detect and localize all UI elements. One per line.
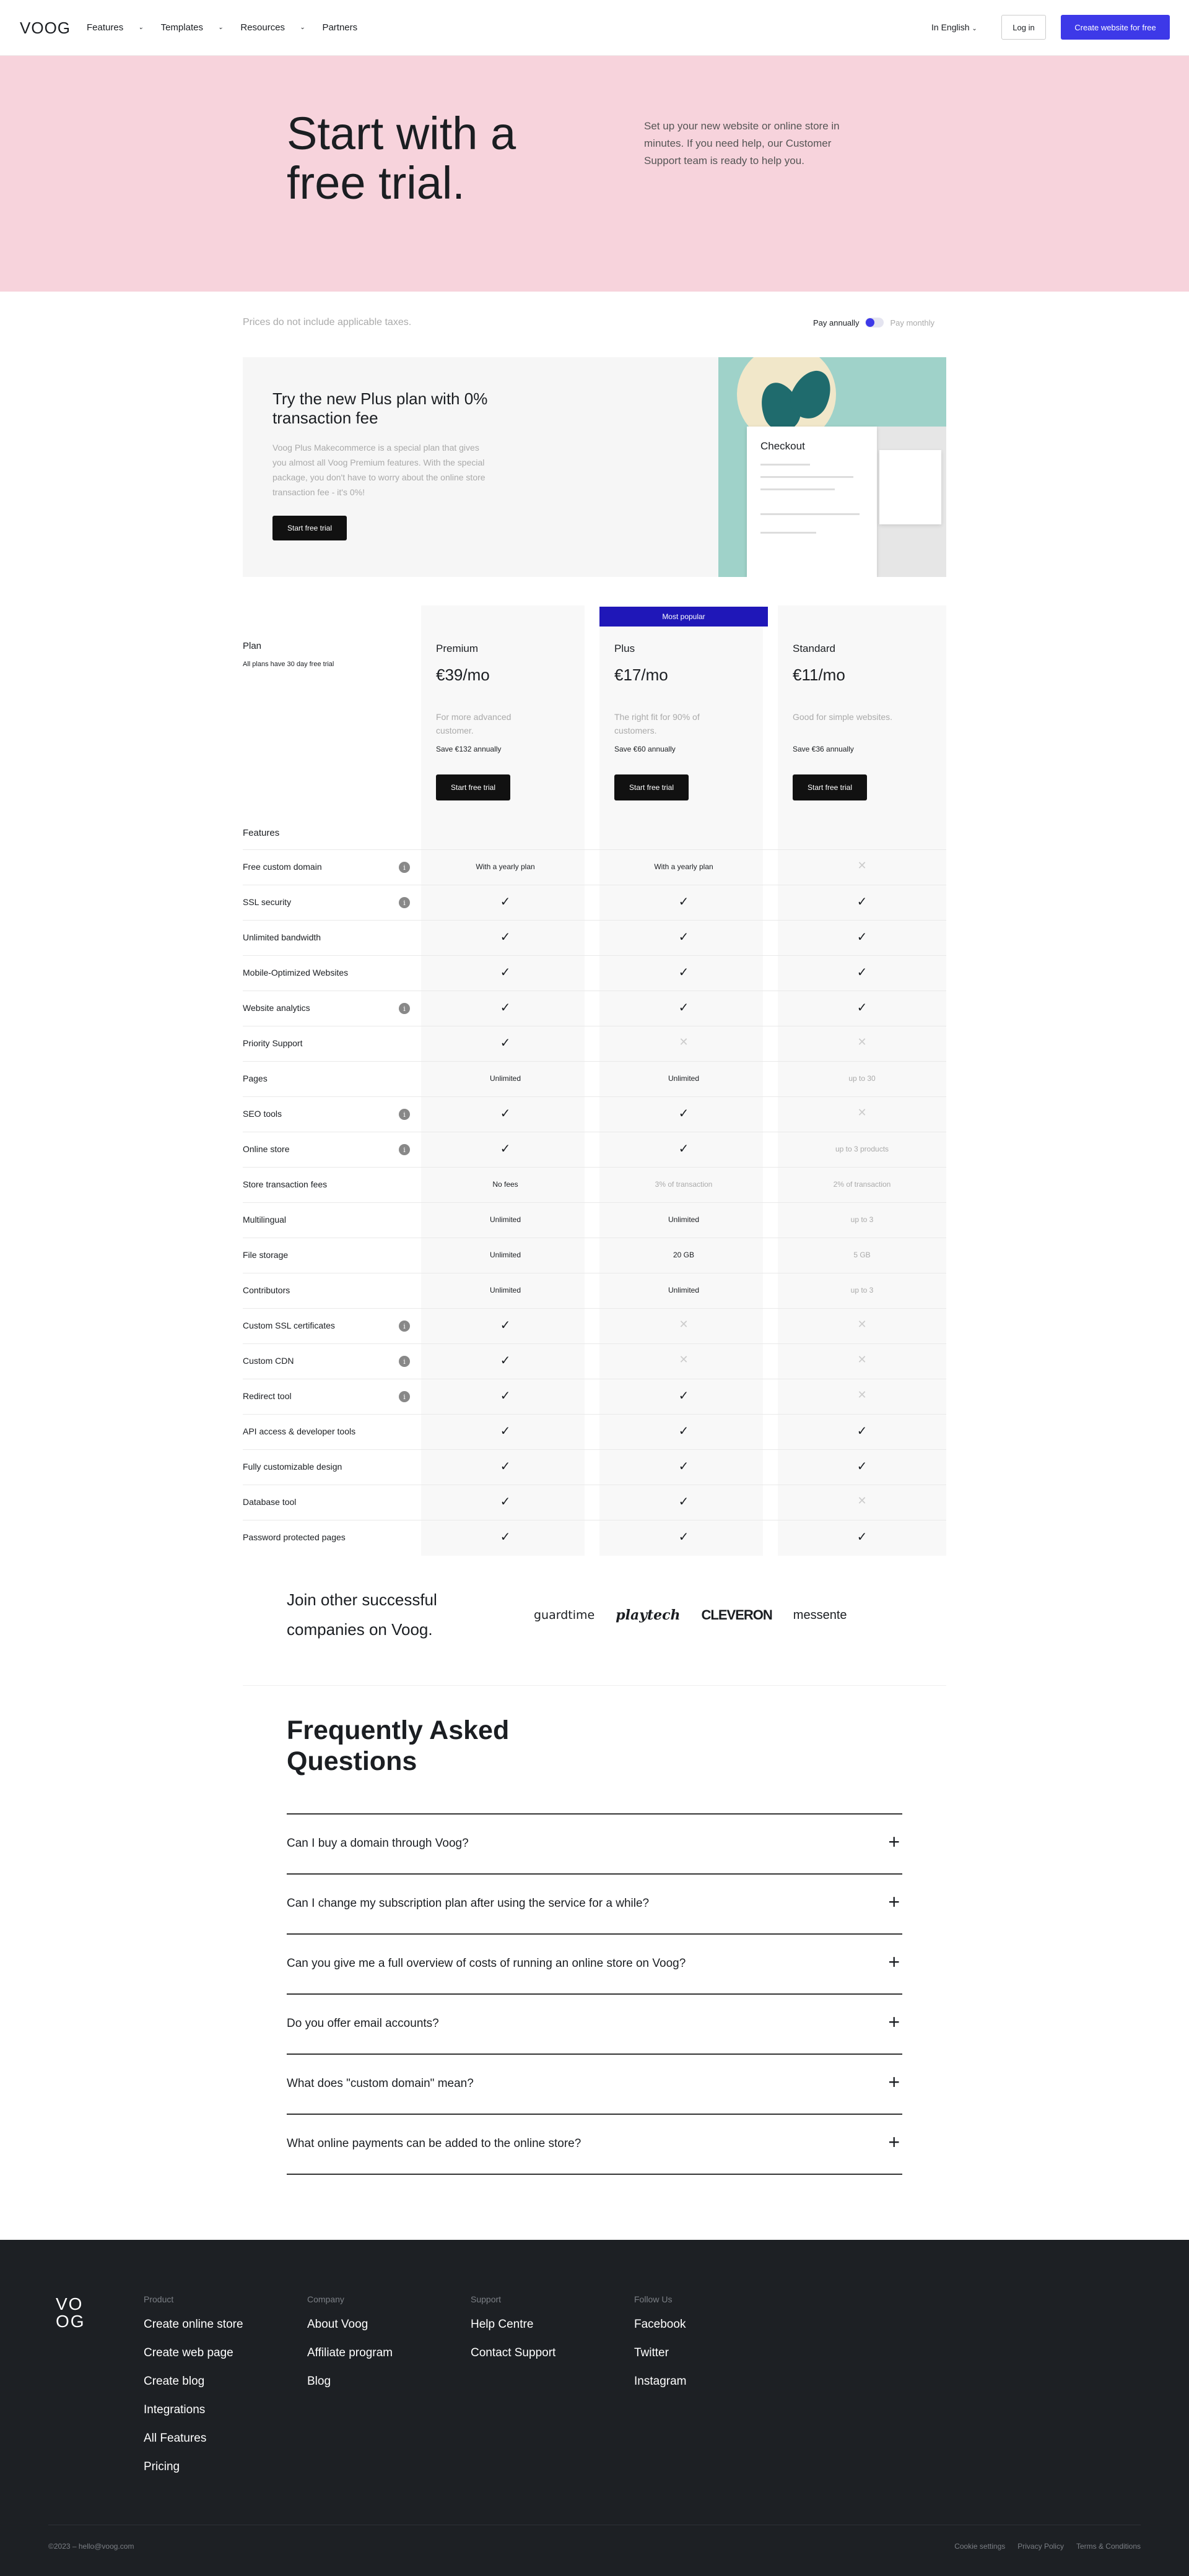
- info-icon[interactable]: i: [399, 1144, 410, 1155]
- promo-image: [718, 357, 946, 577]
- info-icon[interactable]: i: [399, 1109, 410, 1120]
- faq-item[interactable]: [287, 2114, 902, 2174]
- feature-row: [243, 991, 946, 1026]
- nav-partners[interactable]: [322, 22, 357, 33]
- plus-promo: [243, 357, 946, 577]
- footer-link[interactable]: Create web page: [144, 2346, 233, 2359]
- cross-icon: ✕: [679, 1353, 689, 1366]
- feature-name: Custom CDN: [243, 1356, 294, 1366]
- site-footer: [0, 2240, 1189, 2576]
- feature-name: SEO tools: [243, 1109, 282, 1119]
- check-icon: ✓: [856, 930, 868, 944]
- guardtime-logo: guardtime: [534, 1608, 595, 1622]
- login-button[interactable]: Log in: [1001, 15, 1046, 40]
- footer-column-title: Follow Us: [634, 2294, 673, 2304]
- check-icon: ✓: [678, 1389, 689, 1403]
- hero-section: [0, 56, 1189, 292]
- footer-column: [144, 2294, 243, 2489]
- tax-note: Prices do not include applicable taxes.: [243, 317, 412, 327]
- feature-row: [243, 1485, 946, 1520]
- plan-name: Standard: [793, 643, 835, 654]
- plan-label: Plan: [243, 641, 262, 651]
- most-popular-badge: Most popular: [599, 607, 768, 627]
- footer-column: [307, 2294, 393, 2403]
- footer-logo-text: VO OG: [56, 2294, 85, 2331]
- feature-row: [243, 885, 946, 920]
- faq-divider: [287, 2174, 902, 2175]
- feature-value: No fees: [492, 1180, 518, 1189]
- mock-line: [760, 476, 853, 478]
- info-icon[interactable]: i: [399, 1356, 410, 1367]
- privacy-policy-link[interactable]: Privacy Policy: [1017, 2542, 1064, 2551]
- check-icon: ✓: [500, 1530, 511, 1544]
- check-icon: ✓: [678, 966, 689, 979]
- feature-value: up to 30: [848, 1074, 876, 1083]
- info-icon[interactable]: i: [399, 1003, 410, 1014]
- mock-line: [760, 464, 810, 466]
- footer-column: [634, 2294, 686, 2403]
- feature-name: Multilingual: [243, 1215, 287, 1225]
- footer-column-title: Company: [307, 2294, 344, 2304]
- cross-icon: ✕: [679, 1318, 689, 1330]
- plus-icon: +: [888, 2071, 900, 2093]
- cross-icon: ✕: [857, 1318, 867, 1330]
- feature-name: API access & developer tools: [243, 1426, 356, 1436]
- faq-question: What does "custom domain" mean?: [287, 2077, 474, 2090]
- chevron-down-icon: ⌄: [300, 24, 305, 31]
- mock-line: [760, 513, 860, 515]
- plan-description: Good for simple websites.: [793, 712, 893, 722]
- faq-item[interactable]: [287, 1813, 902, 1873]
- hero-text: Set up your new website or online store in minutes. If you need help, our Customer Support team is ready to help you.: [644, 120, 840, 167]
- footer-column-title: Product: [144, 2294, 174, 2304]
- footer-link[interactable]: Facebook: [634, 2318, 686, 2331]
- footer-link[interactable]: All Features: [144, 2432, 207, 2445]
- feature-name: Online store: [243, 1144, 290, 1154]
- chevron-down-icon: ⌄: [972, 25, 977, 32]
- feature-value: up to 3: [850, 1286, 874, 1295]
- plan-name: Premium: [436, 643, 479, 654]
- plan-subtitle: All plans have 30 day free trial: [243, 661, 334, 668]
- check-icon: ✓: [856, 966, 868, 979]
- terms-link[interactable]: Terms & Conditions: [1076, 2542, 1141, 2551]
- faq-item[interactable]: [287, 1993, 902, 2053]
- footer-link[interactable]: Pricing: [144, 2460, 180, 2473]
- feature-name: Unlimited bandwidth: [243, 932, 321, 942]
- feature-name: Store transaction fees: [243, 1179, 328, 1189]
- cross-icon: ✕: [857, 859, 867, 872]
- main-nav: [87, 22, 357, 33]
- feature-name: Free custom domain: [243, 862, 322, 872]
- copyright: ©2023 – hello@voog.com: [48, 2542, 134, 2551]
- feature-value: Unlimited: [668, 1074, 699, 1083]
- feature-row: [243, 1273, 946, 1308]
- feature-value: 2% of transaction: [833, 1180, 891, 1189]
- footer-link[interactable]: Instagram: [634, 2375, 687, 2388]
- feature-value: With a yearly plan: [654, 862, 713, 871]
- check-icon: ✓: [500, 895, 511, 909]
- plan-name: Plus: [614, 643, 635, 654]
- feature-row: [243, 1132, 946, 1167]
- faq-item[interactable]: [287, 1873, 902, 1933]
- check-icon: ✓: [678, 1495, 689, 1509]
- info-icon[interactable]: i: [399, 1321, 410, 1332]
- plan-price: €11/mo: [793, 666, 845, 684]
- nav-templates[interactable]: [161, 22, 224, 33]
- check-icon: ✓: [678, 930, 689, 944]
- feature-value: Unlimited: [668, 1215, 699, 1224]
- feature-name: Redirect tool: [243, 1391, 292, 1401]
- check-icon: ✓: [678, 895, 689, 909]
- cross-icon: ✕: [857, 1494, 867, 1507]
- nav-label: Templates: [160, 22, 203, 33]
- plus-start-trial-button[interactable]: Start free trial: [614, 774, 689, 800]
- mock-line: [760, 532, 816, 534]
- feature-name: Password protected pages: [243, 1532, 346, 1542]
- cross-icon: ✕: [857, 1036, 867, 1048]
- nav-label: Resources: [240, 22, 285, 33]
- feature-value: Unlimited: [489, 1286, 521, 1295]
- feature-row: [243, 1414, 946, 1449]
- faq-question: Can I buy a domain through Voog?: [287, 1837, 469, 1850]
- chevron-down-icon: ⌄: [217, 24, 224, 31]
- promo-text: Voog Plus Makecommerce is a special plan that gives you almost all Voog Premium features. With the special package, you don't have to worry about the online store transaction fee - it's 0%!: [272, 443, 486, 497]
- feature-row: [243, 1167, 946, 1202]
- feature-value: Unlimited: [489, 1074, 521, 1083]
- faq-question: Can you give me a full overview of costs of running an online store on Voog?: [287, 1957, 686, 1970]
- plan-savings: Save €36 annually: [793, 745, 854, 753]
- language-select[interactable]: [931, 22, 977, 32]
- premium-start-trial-button[interactable]: Start free trial: [436, 774, 510, 800]
- faq-title: Frequently Asked Questions: [287, 1715, 510, 1776]
- create-website-button[interactable]: Create website for free: [1061, 15, 1170, 40]
- cross-icon: ✕: [857, 1106, 867, 1119]
- nav-label: Partners: [322, 22, 358, 33]
- feature-row: [243, 849, 946, 885]
- feature-value: 5 GB: [853, 1251, 871, 1259]
- cross-icon: ✕: [679, 1036, 689, 1048]
- check-icon: ✓: [856, 895, 868, 909]
- check-icon: ✓: [678, 1425, 689, 1438]
- plan-savings: Save €132 annually: [436, 745, 502, 753]
- feature-row: [243, 1061, 946, 1096]
- promo-start-trial-button[interactable]: Start free trial: [272, 516, 347, 540]
- faq-question: What online payments can be added to the online store?: [287, 2137, 581, 2150]
- check-icon: ✓: [500, 1495, 511, 1509]
- feature-name: File storage: [243, 1250, 289, 1260]
- check-icon: ✓: [856, 1460, 868, 1473]
- pay-monthly-label[interactable]: Pay monthly: [890, 318, 934, 327]
- feature-row: [243, 1520, 946, 1555]
- messente-logo: messente: [793, 1608, 847, 1622]
- hero-title: Start with a free trial.: [287, 108, 516, 209]
- check-icon: ✓: [856, 1530, 868, 1544]
- feature-row: [243, 955, 946, 991]
- faq-item[interactable]: [287, 1933, 902, 1993]
- footer-link[interactable]: Blog: [307, 2375, 331, 2388]
- check-icon: ✓: [500, 1460, 511, 1473]
- language-label: In English: [931, 22, 970, 32]
- footer-link[interactable]: Create blog: [144, 2375, 205, 2388]
- feature-name: Priority Support: [243, 1038, 303, 1048]
- plan-price: €17/mo: [614, 666, 668, 684]
- checkout-mockup: [747, 427, 877, 577]
- plan-savings: Save €60 annually: [614, 745, 676, 753]
- check-icon: ✓: [500, 1001, 511, 1015]
- faq-question: Do you offer email accounts?: [287, 2017, 439, 2030]
- check-icon: ✓: [500, 930, 511, 944]
- check-icon: ✓: [856, 1001, 868, 1015]
- summary-mockup: [879, 450, 941, 524]
- feature-value: 20 GB: [673, 1251, 695, 1259]
- plan-description: For more advanced customer.: [436, 712, 512, 735]
- feature-row: [243, 1308, 946, 1343]
- promo-title: Try the new Plus plan with 0% transaction fee: [272, 389, 488, 427]
- footer-link[interactable]: Contact Support: [471, 2346, 556, 2359]
- cross-icon: ✕: [857, 1389, 867, 1401]
- check-icon: ✓: [500, 1036, 511, 1050]
- footer-column-title: Support: [471, 2294, 502, 2304]
- feature-name: Fully customizable design: [243, 1462, 342, 1472]
- feature-name: Contributors: [243, 1285, 290, 1295]
- check-icon: ✓: [678, 1001, 689, 1015]
- voog-logo[interactable]: VOOG: [20, 19, 71, 37]
- feature-row: [243, 1238, 946, 1273]
- footer-logo[interactable]: [56, 2296, 85, 2330]
- info-icon[interactable]: i: [399, 1391, 410, 1402]
- feature-name: SSL security: [243, 897, 292, 907]
- feature-row: [243, 1026, 946, 1061]
- footer-link[interactable]: About Voog: [307, 2318, 368, 2331]
- chevron-down-icon: ⌄: [138, 24, 144, 31]
- feature-value: 3% of transaction: [655, 1180, 713, 1189]
- billing-toggle: [813, 318, 934, 327]
- check-icon: ✓: [678, 1530, 689, 1544]
- cross-icon: ✕: [857, 1353, 867, 1366]
- feature-name: Custom SSL certificates: [243, 1321, 335, 1330]
- feature-row: [243, 1343, 946, 1379]
- feature-value: Unlimited: [489, 1215, 521, 1224]
- faq-question: Can I change my subscription plan after using the service for a while?: [287, 1897, 650, 1910]
- check-icon: ✓: [500, 966, 511, 979]
- feature-name: Pages: [243, 1073, 268, 1083]
- info-icon[interactable]: i: [399, 897, 410, 908]
- feature-value: With a yearly plan: [476, 862, 535, 871]
- feature-row: [243, 1449, 946, 1485]
- check-icon: ✓: [500, 1425, 511, 1438]
- pay-annually-label[interactable]: Pay annually: [813, 318, 860, 327]
- feature-value: up to 3 products: [835, 1145, 889, 1153]
- feature-name: Mobile-Optimized Websites: [243, 968, 349, 978]
- feature-row: [243, 1202, 946, 1238]
- check-icon: ✓: [856, 1425, 868, 1438]
- plus-icon: +: [888, 2131, 900, 2153]
- check-icon: ✓: [678, 1460, 689, 1473]
- standard-start-trial-button[interactable]: Start free trial: [793, 774, 867, 800]
- plan-price: €39/mo: [436, 666, 490, 684]
- plan-description: The right fit for 90% of customers.: [614, 712, 700, 735]
- footer-link[interactable]: Create online store: [144, 2318, 243, 2331]
- nav-label: Features: [87, 22, 124, 33]
- check-icon: ✓: [500, 1107, 511, 1121]
- feature-value: up to 3: [850, 1215, 874, 1224]
- check-icon: ✓: [678, 1107, 689, 1121]
- feature-value: Unlimited: [668, 1286, 699, 1295]
- feature-name: Website analytics: [243, 1003, 310, 1013]
- check-icon: ✓: [500, 1142, 511, 1156]
- checkout-label: Checkout: [760, 440, 805, 452]
- brand-logos: [534, 1607, 847, 1623]
- check-icon: ✓: [678, 1142, 689, 1156]
- feature-row: [243, 1096, 946, 1132]
- footer-link[interactable]: Integrations: [144, 2403, 206, 2416]
- mock-line: [760, 488, 835, 490]
- nav-features[interactable]: [87, 22, 144, 33]
- feature-value: Unlimited: [489, 1251, 521, 1259]
- feature-row: [243, 920, 946, 955]
- footer-link[interactable]: Twitter: [634, 2346, 669, 2359]
- switch-knob: [866, 318, 874, 327]
- feature-name: Database tool: [243, 1497, 297, 1507]
- footer-column: [471, 2294, 555, 2375]
- feature-row: [243, 1379, 946, 1414]
- nav-resources[interactable]: [240, 22, 305, 33]
- check-icon: ✓: [500, 1319, 511, 1332]
- footer-link[interactable]: Affiliate program: [307, 2346, 393, 2359]
- faq-item[interactable]: [287, 2053, 902, 2114]
- billing-switch[interactable]: [865, 318, 884, 327]
- cookie-settings-link[interactable]: Cookie settings: [954, 2542, 1006, 2551]
- plus-icon: +: [888, 1951, 900, 1973]
- check-icon: ✓: [500, 1354, 511, 1368]
- footer-link[interactable]: Help Centre: [471, 2318, 534, 2331]
- features-heading: Features: [243, 828, 280, 838]
- cleveron-logo: CLEVERON: [701, 1607, 772, 1623]
- footer-legal-links: [954, 2542, 1141, 2551]
- info-icon[interactable]: i: [399, 862, 410, 873]
- check-icon: ✓: [500, 1389, 511, 1403]
- plus-icon: +: [888, 1831, 900, 1853]
- plus-icon: +: [888, 2011, 900, 2033]
- join-title: Join other successful companies on Voog.: [287, 1590, 437, 1639]
- divider: [243, 1685, 946, 1686]
- playtech-logo: playtech: [616, 1607, 681, 1623]
- site-header: [0, 0, 1189, 56]
- plus-icon: +: [888, 1891, 900, 1913]
